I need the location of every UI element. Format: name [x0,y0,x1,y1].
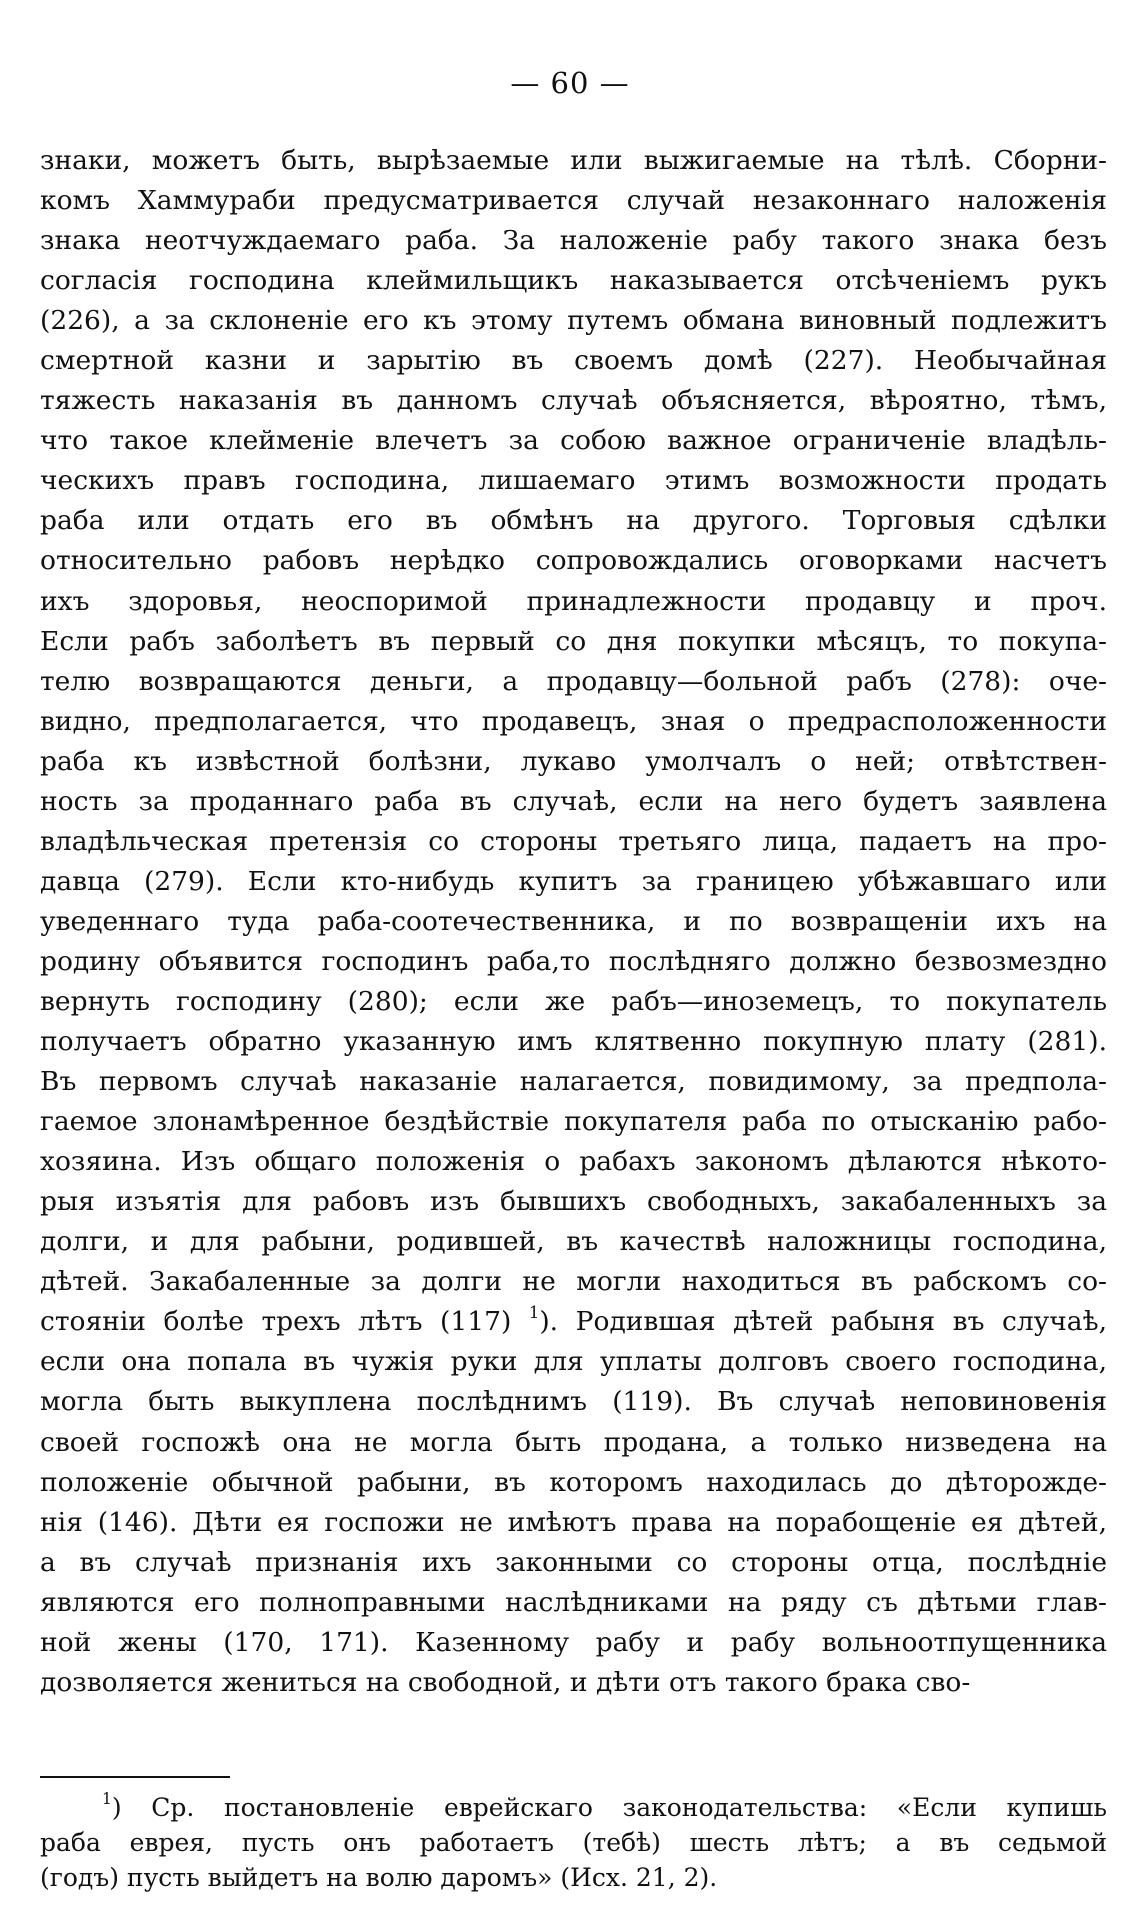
text-line: уведеннаго туда раба-соотечественника, и по возвращеніи ихъ на [40,905,1107,937]
text-line: получаетъ обратно указанную имъ клятвенно покупную плату (281). [40,1026,1107,1058]
text-segment: ). Родившая дѣтей рабыня въ случаѣ, [539,1306,1107,1338]
text-line: вернуть господину (280); если же рабъ—иноземецъ, то покупатель [40,985,1107,1017]
footnote-divider [40,1776,230,1778]
text-line: комъ Хаммураби предусматривается случай незаконнаго наложенія [40,185,1107,217]
text-segment: стояніи болѣе трехъ лѣтъ (117) [40,1306,512,1338]
text-line: ихъ здоровья, неоспоримой принадлежности продавцу и проч. [40,585,1107,617]
text-line: ной жены (170, 171). Казенному рабу и рабу вольноотпущенника [40,1626,1107,1658]
text-line: дозволяется жениться на свободной, и дѣти отъ такого брака сво- [40,1666,971,1698]
footnote-line: раба еврея, пусть онъ работаетъ (тебѣ) шесть лѣтъ; а въ седьмой [40,1828,1107,1857]
text-line: тяжесть наказанія въ данномъ случаѣ объясняется, вѣроятно, тѣмъ, [40,385,1107,417]
text-line: гаемое злонамѣренное бездѣйствіе покупателя раба по отысканію рабо- [40,1106,1107,1138]
text-line: нія (146). Дѣти ея госпожи не имѣютъ права на порабощеніе ея дѣтей, [40,1506,1107,1538]
text-line: ческихъ правъ господина, лишаемаго этимъ возможности продать [40,465,1107,497]
footnote-line [40,1790,1107,1825]
text-line: рыя изъятія для рабовъ изъ бывшихъ свободныхъ, закабаленныхъ за [40,1186,1107,1218]
text-line: дѣтей. Закабаленные за долги не могли находиться въ рабскомъ со- [40,1266,1107,1298]
text-line-with-footnote-ref [40,1302,1107,1342]
text-line: если она попала въ чужія руки для уплаты долговъ своего господина, [40,1346,1107,1378]
footnote-text: ) Ср. постановленіе еврейскаго законодательства: «Если купишь [111,1793,1107,1822]
text-line: раба или отдать его въ обмѣнъ на другого. Торговыя сдѣлки [40,505,1107,537]
text-line: хозяина. Изъ общаго положенія о рабахъ закономъ дѣлаются нѣкото- [40,1146,1107,1178]
text-line: владѣльческая претензія со стороны третьяго лица, падаетъ на про- [40,825,1107,857]
text-line: согласія господина клеймильщикъ наказывается отсѣченіемъ рукъ [40,265,1107,297]
text-line: телю возвращаются деньги, а продавцу—больной рабъ (278): оче- [40,665,1107,697]
text-line: Въ первомъ случаѣ наказаніе налагается, повидимому, за предпола- [40,1066,1107,1098]
text-line: знаки, можетъ быть, вырѣзаемые или выжигаемые на тѣлѣ. Сборни- [40,145,1107,176]
text-line: долги, и для рабыни, родившей, въ качествѣ наложницы господина, [40,1226,1107,1258]
page-number: — 60 — [510,66,630,100]
text-line: могла быть выкуплена послѣднимъ (119). Въ случаѣ неповиновенія [40,1386,1107,1418]
text-line: относительно рабовъ нерѣдко сопровождались оговорками насчетъ [40,545,1107,577]
footnote-marker: 1 [102,1790,112,1809]
footnote-line: (годъ) пусть выйдетъ на волю даромъ» (Исх. 21, 2). [40,1863,718,1892]
text-line: Если рабъ заболѣетъ въ первый со дня покупки мѣсяцъ, то покупа- [40,625,1107,657]
text-line: видно, предполагается, что продавецъ, зная о предрасположенности [40,705,1107,737]
text-line: давца (279). Если кто-нибудь купитъ за границею убѣжавшаго или [40,865,1107,897]
text-line: положеніе обычной рабыни, въ которомъ находилась до дѣторожде- [40,1466,1107,1498]
text-line: смертной казни и зарытію въ своемъ домѣ (227). Необычайная [40,345,1107,377]
text-line: а въ случаѣ признанія ихъ законными со стороны отца, послѣдніе [40,1546,1107,1578]
text-line: что такое клейменіе влечетъ за собою важное ограниченіе владѣль- [40,425,1107,457]
text-line: (226), а за склоненіе его къ этому путемъ обмана виновный подлежитъ [40,305,1107,337]
text-line: родину объявится господинъ раба,то послѣдняго должно безвозмездно [40,945,1107,977]
text-line: знака неотчуждаемаго раба. За наложеніе рабу такого знака безъ [40,225,1107,257]
text-line: своей госпожѣ она не могла быть продана, а только низведена на [40,1426,1107,1458]
footnote [40,1790,1107,1895]
footnote-reference: 1 [528,1303,540,1323]
text-line: ность за проданнаго раба въ случаѣ, если на него будетъ заявлена [40,785,1107,817]
text-line: являются его полноправными наслѣдниками на ряду съ дѣтьми глав- [40,1586,1107,1618]
text-line: раба къ извѣстной болѣзни, лукаво умолчалъ о ней; отвѣтствен- [40,745,1107,777]
body-text [40,141,1107,1703]
